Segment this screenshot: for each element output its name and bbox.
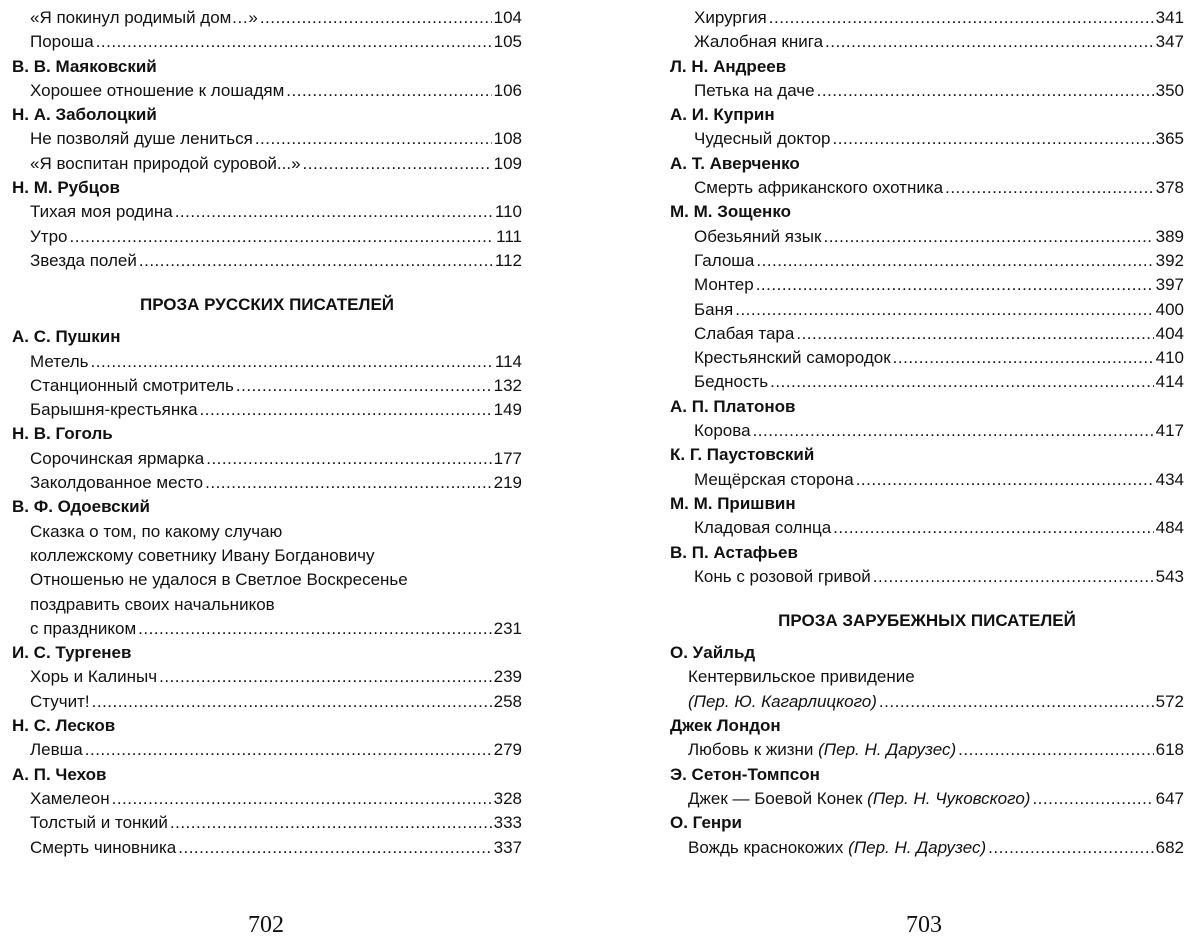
entry-page-number: 108 <box>493 129 522 149</box>
entry-page-number: 410 <box>1155 348 1184 368</box>
entry-page-number: 110 <box>494 202 522 222</box>
entry-title <box>30 836 176 860</box>
dot-leader <box>286 79 491 103</box>
author-name: В. П. Астафьев <box>670 542 798 562</box>
entry-title <box>30 225 68 249</box>
toc-entry <box>670 787 1184 811</box>
entry-title-text: Станционный смотритель <box>30 375 234 395</box>
toc-entry <box>12 398 522 422</box>
dot-leader <box>873 565 1154 589</box>
entry-title-text: Бедность <box>694 372 769 392</box>
entry-title-text: Корова <box>694 421 751 441</box>
dot-leader <box>260 6 492 30</box>
entry-title <box>30 79 284 103</box>
dot-leader <box>879 690 1154 714</box>
entry-page-number: 434 <box>1155 469 1184 489</box>
entry-title-text: Тихая моя родина <box>30 202 173 222</box>
entry-title-text: Хирургия <box>694 8 767 27</box>
entry-title-text: Чудесный доктор <box>694 129 831 149</box>
entry-title <box>30 617 136 641</box>
toc-entry <box>12 617 522 641</box>
entry-title-text: Смерть африканского охотника <box>694 178 944 198</box>
entry-title <box>30 471 203 495</box>
author-name: И. С. Тургенев <box>12 643 132 663</box>
toc-block <box>12 325 522 860</box>
toc-entry <box>670 298 1184 322</box>
page-number: 703 <box>906 912 942 938</box>
toc-entry <box>670 419 1184 443</box>
entry-title-text: Галоша <box>694 250 755 270</box>
toc-entry <box>12 374 522 398</box>
entry-title <box>30 152 301 176</box>
toc-entry <box>670 225 1184 249</box>
author-name: В. В. Маяковский <box>12 56 157 76</box>
entry-page-number: 378 <box>1155 178 1184 198</box>
toc-entry <box>670 249 1184 273</box>
toc-entry <box>12 447 522 471</box>
dot-leader <box>1032 787 1153 811</box>
dot-leader <box>236 374 492 398</box>
toc-entry <box>12 471 522 495</box>
entry-page-number: 177 <box>493 448 522 468</box>
entry-page-number: 484 <box>1155 518 1184 538</box>
dot-leader <box>756 273 1154 297</box>
entry-title <box>694 273 754 297</box>
entry-title-text: Хорошее отношение к лошадям <box>30 80 285 100</box>
author-name: А. П. Платонов <box>670 396 796 416</box>
entry-title <box>694 249 754 273</box>
entry-page-number: 572 <box>1155 691 1184 711</box>
toc-entry <box>12 690 522 714</box>
toc-entry <box>12 836 522 860</box>
toc-entry <box>670 738 1184 762</box>
toc-title-line: коллежскому советнику Ивану Богдановичу <box>30 545 375 565</box>
entry-title-text: Стучит! <box>30 691 90 711</box>
dot-leader <box>958 738 1153 762</box>
dot-leader <box>832 127 1153 151</box>
entry-title-text: Толстый и тонкий <box>30 813 168 833</box>
entry-page-number: 414 <box>1155 372 1184 392</box>
dot-leader <box>753 419 1154 443</box>
entry-title-text: Заколдованное место <box>30 473 204 493</box>
entry-page-number: 328 <box>493 788 522 808</box>
toc-entry <box>670 516 1184 540</box>
author-name: А. Т. Аверченко <box>670 153 800 173</box>
toc-entry <box>670 690 1184 714</box>
toc-entry <box>12 225 522 249</box>
dot-leader <box>91 350 493 374</box>
toc-entry <box>670 370 1184 394</box>
toc-entry <box>670 346 1184 370</box>
entry-title <box>30 690 90 714</box>
entry-title-text: с праздником <box>30 618 137 638</box>
entry-page-number: 104 <box>493 8 522 27</box>
entry-title-text: Вождь краснокожих <box>688 837 849 857</box>
entry-page-number: 337 <box>493 837 522 857</box>
translator-note: (Пер. Н. Дарузес) <box>818 740 957 760</box>
entry-title <box>30 200 173 224</box>
entry-title-text: Крестьянский самородок <box>694 348 891 368</box>
entry-title-text: Петька на даче <box>694 80 815 100</box>
entry-title-text: Джек — Боевой Конек <box>688 788 868 808</box>
toc-entry <box>670 273 1184 297</box>
dot-leader <box>159 665 492 689</box>
entry-title-text: «Я воспитан природой суровой...» <box>30 153 301 173</box>
toc-entry <box>12 127 522 151</box>
entry-page-number: 647 <box>1155 788 1184 808</box>
author-name: Н. А. Заболоцкий <box>12 105 157 125</box>
dot-leader <box>139 249 493 273</box>
entry-title <box>30 665 157 689</box>
entry-title-text: Хорь и Калиныч <box>30 667 158 687</box>
entry-title <box>30 127 253 151</box>
entry-title <box>694 176 943 200</box>
entry-title-text: Сорочинская ярмарка <box>30 448 205 468</box>
entry-title <box>694 322 794 346</box>
entry-title-text: Монтер <box>694 275 754 295</box>
entry-page-number: 114 <box>494 351 522 371</box>
entry-title <box>30 374 234 398</box>
entry-title <box>688 787 1030 811</box>
entry-title <box>30 398 198 422</box>
toc-title-line: Отношенью не удалося в Светлое Воскресенье <box>30 570 408 590</box>
author-name: Джек Лондон <box>670 716 781 736</box>
section-title: ПРОЗА ЗАРУБЕЖНЫХ ПИСАТЕЛЕЙ <box>778 611 1076 631</box>
author-name: О. Генри <box>670 813 743 833</box>
toc-entry <box>12 79 522 103</box>
entry-title-text: Звезда полей <box>30 250 137 270</box>
entry-page-number: 347 <box>1155 32 1184 52</box>
toc-entry <box>12 738 522 762</box>
author-name: А. С. Пушкин <box>12 327 121 347</box>
dot-leader <box>833 516 1153 540</box>
toc-entry <box>12 665 522 689</box>
toc-entry <box>12 249 522 273</box>
entry-title-text: Жалобная книга <box>694 32 824 52</box>
dot-leader <box>205 471 492 495</box>
dot-leader <box>85 738 492 762</box>
toc-block <box>12 6 522 273</box>
entry-title-text: Не позволяй душе лениться <box>30 129 253 149</box>
entry-title <box>30 787 110 811</box>
entry-title-text: Смерть чиновника <box>30 837 177 857</box>
dot-leader <box>945 176 1154 200</box>
toc-title-line: Кентервильское привидение <box>688 667 915 687</box>
entry-page-number: 132 <box>493 375 522 395</box>
toc-title-line: Сказка о том, по какому случаю <box>30 521 283 541</box>
dot-leader <box>96 30 492 54</box>
entry-title <box>30 350 89 374</box>
entry-page-number: 389 <box>1155 226 1184 246</box>
dot-leader <box>138 617 491 641</box>
toc-block <box>670 6 1184 589</box>
author-name: Н. С. Лесков <box>12 716 116 736</box>
toc-entry <box>670 30 1184 54</box>
entry-title <box>694 346 891 370</box>
dot-leader <box>770 370 1153 394</box>
right-page <box>670 6 1184 860</box>
author-name: М. М. Зощенко <box>670 202 791 222</box>
dot-leader <box>856 468 1154 492</box>
entry-title <box>694 6 767 30</box>
dot-leader <box>735 298 1153 322</box>
author-name: Л. Н. Андреев <box>670 56 787 76</box>
entry-page-number: 400 <box>1155 299 1184 319</box>
entry-page-number: 106 <box>493 80 522 100</box>
entry-page-number: 279 <box>493 740 522 760</box>
entry-title-text: Мещёрская сторона <box>694 469 854 489</box>
toc-block <box>670 641 1184 860</box>
entry-page-number: 682 <box>1155 837 1184 857</box>
toc-entry <box>670 565 1184 589</box>
author-name: А. П. Чехов <box>12 764 107 784</box>
entry-title <box>694 516 831 540</box>
dot-leader <box>823 225 1153 249</box>
entry-page-number: 350 <box>1155 80 1184 100</box>
toc-entry <box>670 468 1184 492</box>
entry-page-number: 149 <box>493 400 522 420</box>
entry-title <box>694 468 854 492</box>
entry-title <box>694 370 768 394</box>
entry-title <box>30 811 168 835</box>
entry-title-text: Обезьяний язык <box>694 226 822 246</box>
author-name: Н. В. Гоголь <box>12 424 113 444</box>
author-name: О. Уайльд <box>670 643 756 663</box>
toc-entry <box>12 30 522 54</box>
author-name: Н. М. Рубцов <box>12 178 120 198</box>
toc-entry <box>670 127 1184 151</box>
entry-page-number: 365 <box>1155 129 1184 149</box>
translator-note: (Пер. Н. Дарузес) <box>848 837 987 857</box>
dot-leader <box>170 811 492 835</box>
author-name: М. М. Пришвин <box>670 493 796 513</box>
entry-title <box>694 30 823 54</box>
entry-title <box>694 127 830 151</box>
entry-page-number: 239 <box>493 667 522 687</box>
entry-title <box>30 6 258 30</box>
translator-note: (Пер. Н. Чуковского) <box>867 788 1031 808</box>
toc-entry <box>670 79 1184 103</box>
dot-leader <box>988 836 1153 860</box>
entry-page-number: 397 <box>1155 275 1184 295</box>
entry-title-text: Кладовая солнца <box>694 518 832 538</box>
entry-title-text: Хамелеон <box>30 788 110 808</box>
dot-leader <box>796 322 1153 346</box>
author-name: В. Ф. Одоевский <box>12 497 151 517</box>
entry-title <box>30 447 204 471</box>
entry-title <box>694 298 733 322</box>
entry-title <box>30 30 94 54</box>
entry-title-text: Барышня-крестьянка <box>30 400 198 420</box>
toc-title-line: поздравить своих начальников <box>30 594 275 614</box>
entry-page-number: 111 <box>496 226 522 246</box>
entry-title <box>694 565 871 589</box>
dot-leader <box>255 127 492 151</box>
entry-page-number: 105 <box>493 32 522 52</box>
dot-leader <box>206 447 491 471</box>
dot-leader <box>817 79 1154 103</box>
dot-leader <box>112 787 492 811</box>
dot-leader <box>756 249 1153 273</box>
entry-page-number: 219 <box>493 473 522 493</box>
toc-entry <box>670 176 1184 200</box>
dot-leader <box>303 152 492 176</box>
dot-leader <box>92 690 492 714</box>
toc-entry <box>12 6 522 30</box>
entry-title <box>694 419 751 443</box>
entry-page-number: 333 <box>493 813 522 833</box>
entry-page-number: 109 <box>493 153 522 173</box>
toc-entry <box>12 152 522 176</box>
entry-page-number: 618 <box>1155 740 1184 760</box>
author-name: А. И. Куприн <box>670 105 775 125</box>
left-page <box>12 6 522 860</box>
section-title: ПРОЗА РУССКИХ ПИСАТЕЛЕЙ <box>139 295 395 315</box>
entry-title <box>30 249 137 273</box>
dot-leader <box>175 200 493 224</box>
entry-title-text: Любовь к жизни <box>688 740 819 760</box>
entry-title <box>688 738 956 762</box>
entry-page-number: 404 <box>1155 323 1184 343</box>
entry-title <box>694 225 821 249</box>
toc-entry <box>12 350 522 374</box>
entry-title-text: Пороша <box>30 32 94 52</box>
toc-entry <box>12 811 522 835</box>
entry-page-number: 231 <box>493 618 522 638</box>
translator-note: (Пер. Ю. Кагарлицкого) <box>688 691 877 711</box>
dot-leader <box>200 398 492 422</box>
toc-entry <box>12 200 522 224</box>
author-name: Э. Сетон-Томпсон <box>670 764 820 784</box>
author-name: К. Г. Паустовский <box>670 445 815 465</box>
entry-title-text: Баня <box>694 299 734 319</box>
entry-title-text: «Я покинул родимый дом…» <box>30 8 258 27</box>
entry-title <box>688 836 986 860</box>
entry-title <box>688 690 877 714</box>
entry-title <box>694 79 815 103</box>
entry-title <box>30 738 83 762</box>
dot-leader <box>769 6 1154 30</box>
toc-entry <box>670 836 1184 860</box>
entry-page-number: 341 <box>1155 8 1184 27</box>
entry-page-number: 417 <box>1155 421 1184 441</box>
dot-leader <box>893 346 1154 370</box>
page-number: 702 <box>248 912 284 938</box>
dot-leader <box>70 225 495 249</box>
entry-title-text: Слабая тара <box>694 323 795 343</box>
dot-leader <box>825 30 1154 54</box>
entry-page-number: 392 <box>1155 250 1184 270</box>
entry-title-text: Конь с розовой гривой <box>694 566 871 586</box>
toc-entry <box>670 6 1184 30</box>
entry-page-number: 112 <box>494 250 522 270</box>
toc-entry <box>670 322 1184 346</box>
toc-entry <box>12 787 522 811</box>
entry-title-text: Метель <box>30 351 89 371</box>
entry-page-number: 258 <box>493 691 522 711</box>
dot-leader <box>178 836 491 860</box>
entry-title-text: Утро <box>30 226 68 246</box>
entry-title-text: Левша <box>30 740 83 760</box>
entry-page-number: 543 <box>1155 566 1184 586</box>
